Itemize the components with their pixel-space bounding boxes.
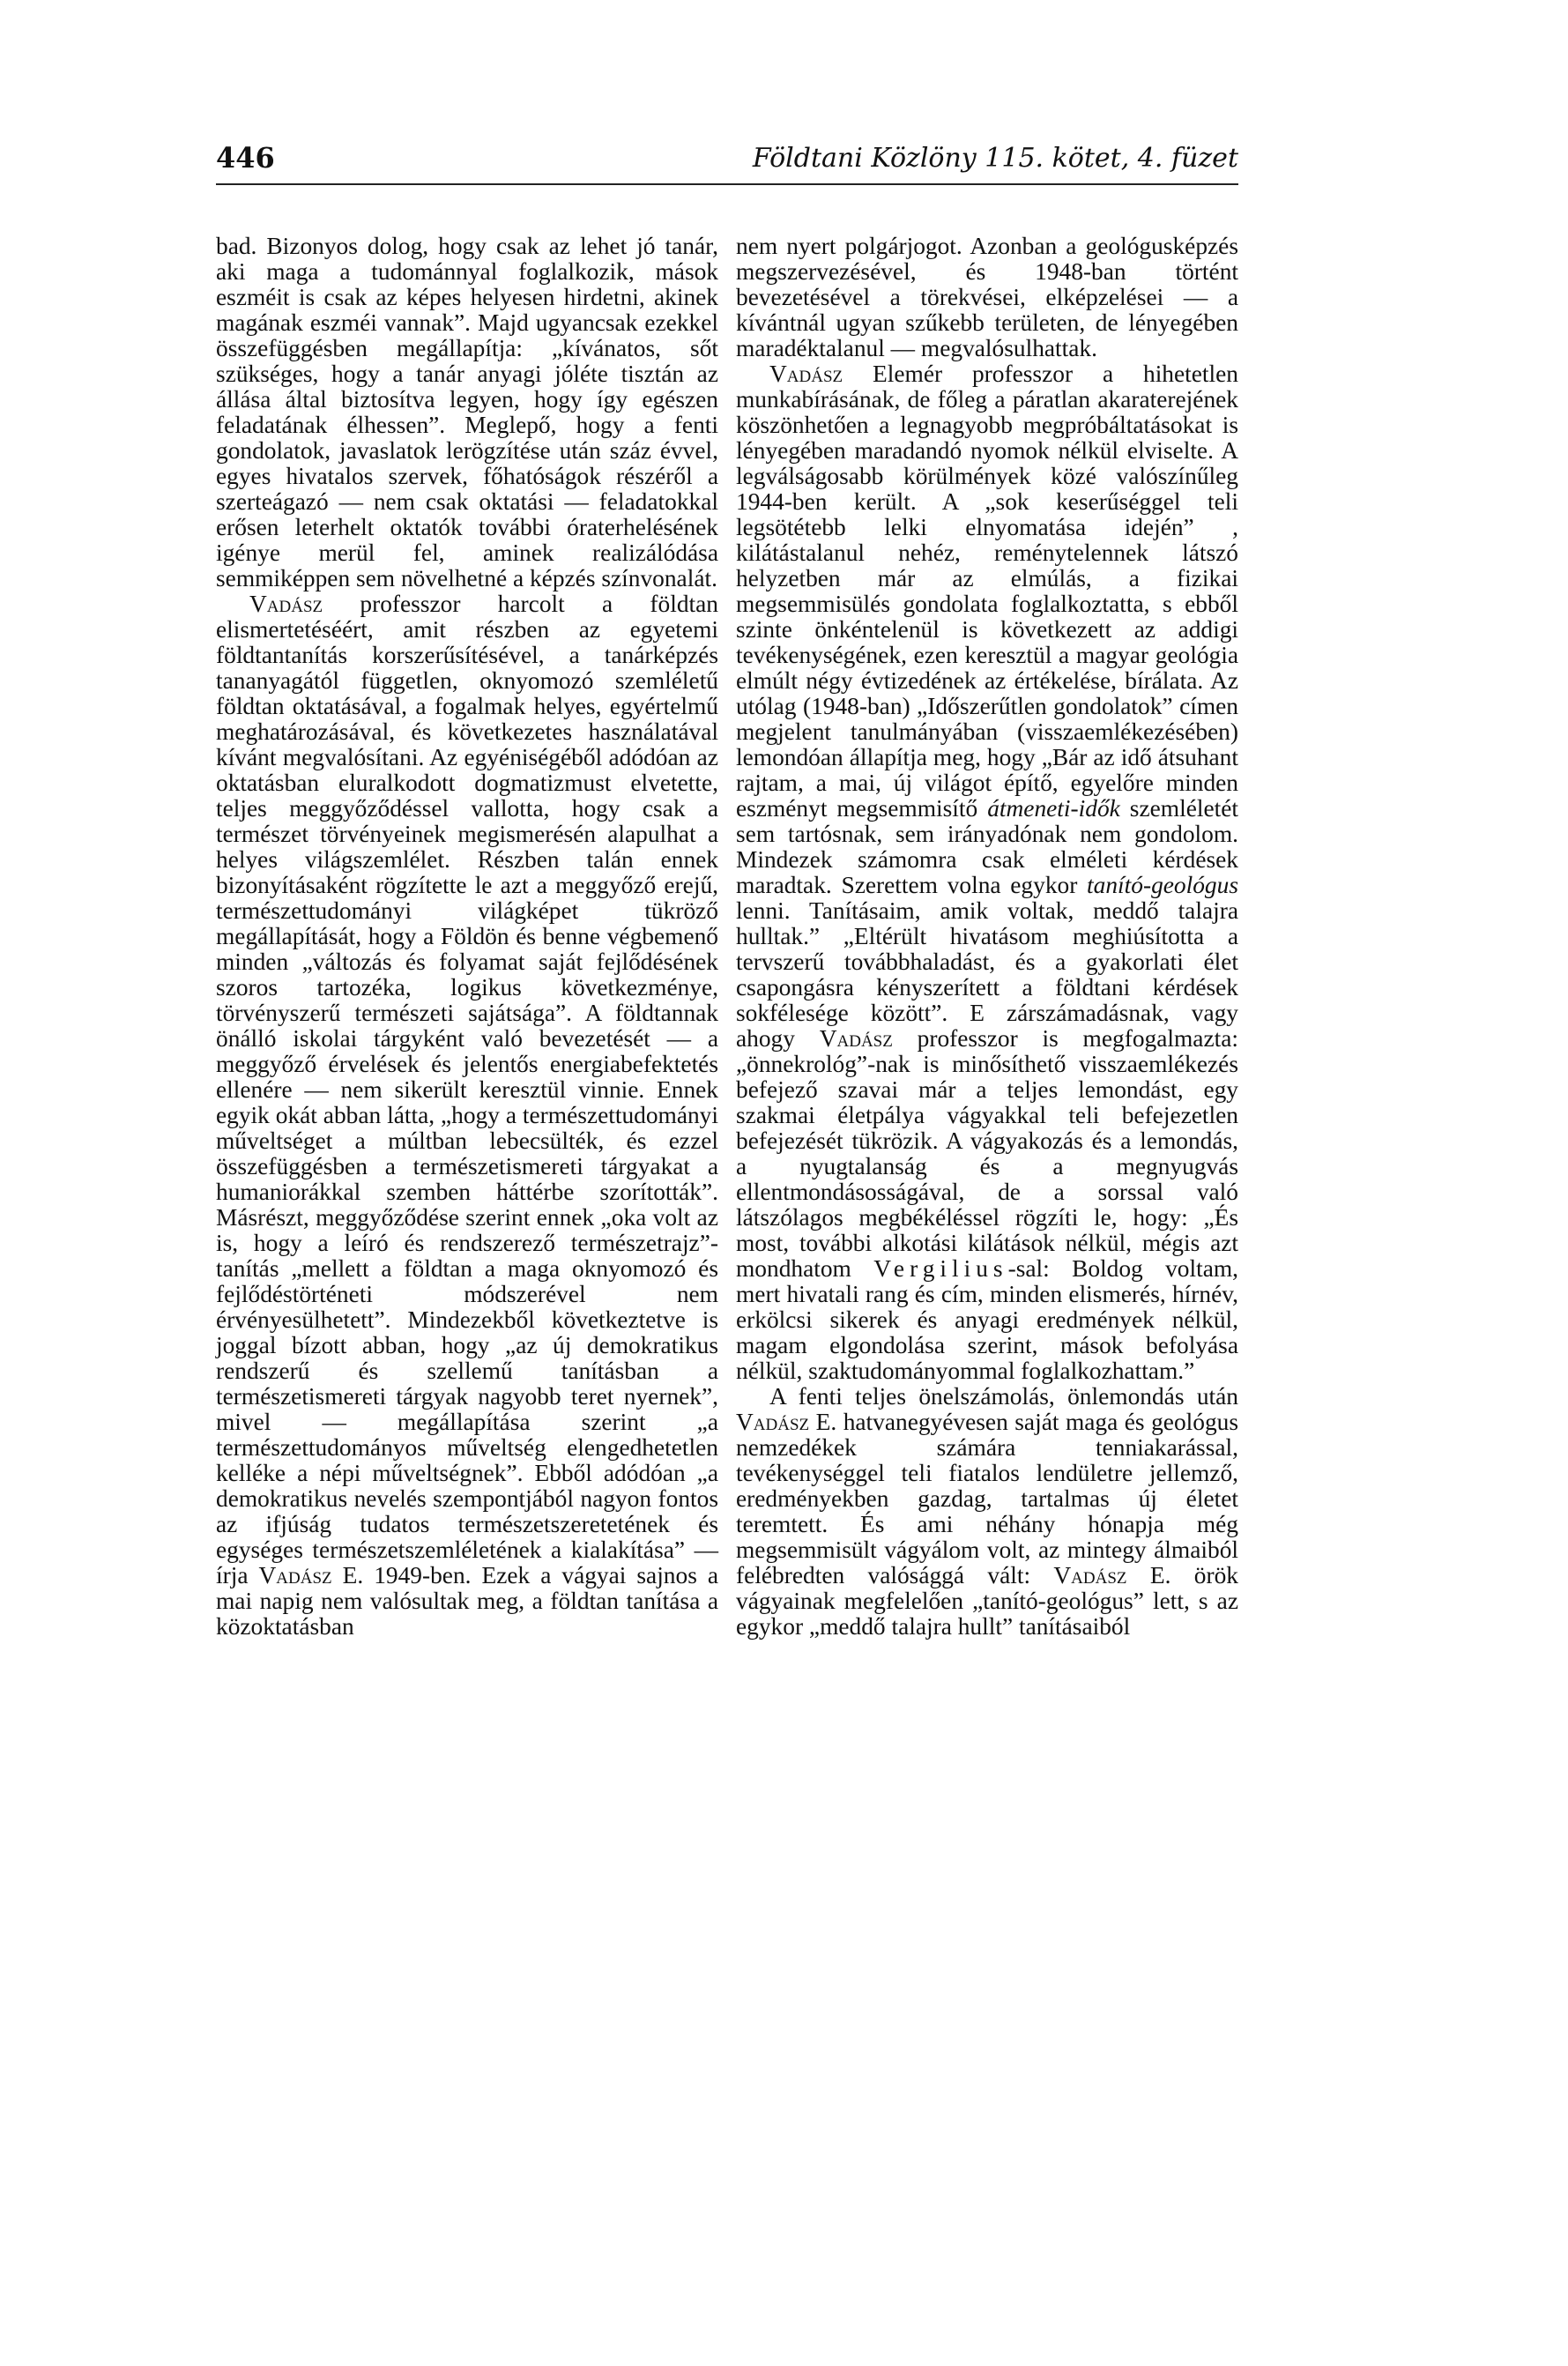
left-column: [216, 234, 718, 1640]
running-title: Földtani Közlöny 115. kötet, 4. füzet: [752, 143, 1238, 174]
page-number: 446: [216, 141, 275, 175]
paragraph: nem nyert polgárjogot. Azonban a geológusképzés megszervezésével, és 1948-ban történt bevezetésével a törekvései, elképzelései — a kívántnál ugyan szűkebb területen, de lényegében maradéktalanul — megvalósulhattak.: [736, 233, 1238, 361]
paragraph: bad. Bizonyos dolog, hogy csak az lehet jó tanár, aki maga a tudománnyal foglalkozik, mások eszméit is csak az képes helyesen hirdetni, akinek magának eszméi vannak”. Majd ugyancsak ezekkel összefüggésben megállapítja: „kívánatos, sőt szükséges, hogy a tanár anyagi jóléte tisztán az állása által biztosítva legyen, hogy így egészen feladatának élhessen”. Meglepő, hogy a fenti gondolatok, javaslatok lerögzítése után száz évvel, egyes hivatalos szervek, főhatóságok részéről a szerteágazó — nem csak oktatási — feladatokkal erősen leterhelt oktatók további óraterhelésének igénye merül fel, aminek realizálódása semmiképpen sem növelhetné a képzés színvonalát.: [216, 233, 718, 592]
italic-term: átmeneti-idők: [987, 795, 1120, 822]
author-name: Vadász: [769, 361, 843, 387]
author-name: Vadász E.: [736, 1409, 837, 1435]
author-name: Vadász E.: [258, 1562, 364, 1588]
right-column: [736, 234, 1238, 1640]
page-header: [216, 141, 1238, 185]
author-name: Vadász: [249, 591, 323, 617]
italic-term: tanító-geológus: [1087, 872, 1238, 898]
paragraph: A fenti teljes önelszámolás, önlemondás után Vadász E. hatvanegyévesen saját maga és geológus nemzedékek számára tenniakarással, tevékenységgel teli fiatalos lendületre jellemző, eredményekben gazdag, tartalmas új életet teremtett. És ami néhány hónapja még megsemmisült vágyálom volt, az mintegy álmaiból felébredten valósággá vált: Vadász E. örök vágyainak megfelelően „tanító-geológus” lett, s az egykor „meddő talajra hullt” tanításaiból: [736, 1383, 1238, 1640]
paragraph: Vadász Elemér professzor a hihetetlen munkabírásának, de főleg a páratlan akaraterejének köszönhetően a legnagyobb megpróbáltatásokat is lényegében maradandó nyomok nélkül elviselte. A legválságosabb körülmények közé valószínűleg 1944-ben került. A „sok keserűséggel teli legsötétebb lelki elnyomatása idején” , kilátástalanul nehéz, reménytelennek látszó helyzetben már az elmúlás, a fizikai megsemmisülés gondolata foglalkoztatta, s ebből szinte önkéntelenül is következett az addigi tevékenységének, ezen keresztül a magyar geológia elmúlt négy évtizedének az értékelése, bírálata. Az utólag (1948-ban) „Időszerűtlen gondolatok” címen megjelent tanulmányában (visszaemlékezésében) lemondóan állapítja meg, hogy „Bár az idő átsuhant rajtam, a mai, új világot építő, egyelőre minden eszményt megsemmisítő átmeneti-idők szemléletét sem tartósnak, sem irányadónak nem gondolom. Mindezek számomra csak elméleti kérdések maradtak. Szerettem volna egykor tanító-geológus lenni. Tanításaim, amik voltak, meddő talajra hulltak.” „Eltérült hivatásom meghiúsította a tervszerű továbbhaladást, és a gyakorlati élet csapongásra kényszerített a földtani kérdések sokfélesége között”. E zárszámadásnak, vagy ahogy Vadász professzor is megfogalmazta: „önnekrológ”-nak is minősíthető visszaemlékezés befejező szavai már a teljes lemondást, egy szakmai életpálya vágyakkal teli befejezetlen befejezését tükrözik. A vágyakozás és a lemondás, a nyugtalanság és a megnyugvás ellentmondásosságával, de a sorssal való látszólagos megbékéléssel rögzíti le, hogy: „És most, további alkotási kilátások nélkül, mégis azt mondhatom Vergilius-sal: Boldog voltam, mert hivatali rang és cím, minden elismerés, hírnév, erkölcsi sikerek és anyagi eredmények nélkül, magam elgondolása szerint, mások befolyása nélkül, szaktudományommal foglalkozhattam.”: [736, 361, 1239, 1384]
spaced-name: Vergilius: [873, 1255, 1008, 1282]
author-name: Vadász: [819, 1025, 893, 1052]
author-name: Vadász E.: [1053, 1562, 1171, 1588]
paragraph: Vadász professzor harcolt a földtan elismertetéséért, amit részben az egyetemi földtantanítás korszerűsítésével, a tanárképzés tananyagától független, oknyomozó szemléletű földtan oktatásával, a fogalmak helyes, egyértelmű meghatározásával, és következetes használatával kívánt megvalósítani. Az egyéniségéből adódóan az oktatásban eluralkodott dogmatizmust elvetette, teljes meggyőződéssel vallotta, hogy csak a természet törvényeinek megismerésén alapulhat a helyes világszemlélet. Részben talán ennek bizonyításaként rögzítette le azt a meggyőző erejű, természettudományi világképet tükröző megállapítását, hogy a Földön és benne végbemenő minden „változás és folyamat saját fejlődésének szoros tartozéka, logikus következménye, törvényszerű természeti sajátsága”. A földtannak önálló iskolai tárgyként való bevezetését — a meggyőző érvelések és jelentős energiabefektetés ellenére — nem sikerült keresztül vinnie. Ennek egyik okát abban látta, „hogy a természettudományi műveltséget a múltban lebecsülték, és ezzel összefüggésben a természetismereti tárgyakat a humaniorákkal szemben háttérbe szorították”. Másrészt, meggyőződése szerint ennek „oka volt az is, hogy a leíró és rendszerező természetrajz”-tanítás „mellett a földtan a maga oknyomozó és fejlődéstörténeti módszerével nem érvényesülhetett”. Mindezekből következtetve is joggal bízott abban, hogy „az új demokratikus rendszerű és szellemű tanításban a természetismereti tárgyak nagyobb teret nyernek”, mivel — megállapítása szerint „a természettudományos műveltség elengedhetetlen kelléke a népi műveltségnek”. Ebből adódóan „a demokratikus nevelés szempontjából nagyon fontos az ifjúság tudatos természetszeretetének és egységes természetszemléletének a kialakítása” — írja Vadász E. 1949-ben. Ezek a vágyai sajnos a mai napig nem valósultak meg, a földtan tanítása a közoktatásban: [216, 591, 718, 1640]
